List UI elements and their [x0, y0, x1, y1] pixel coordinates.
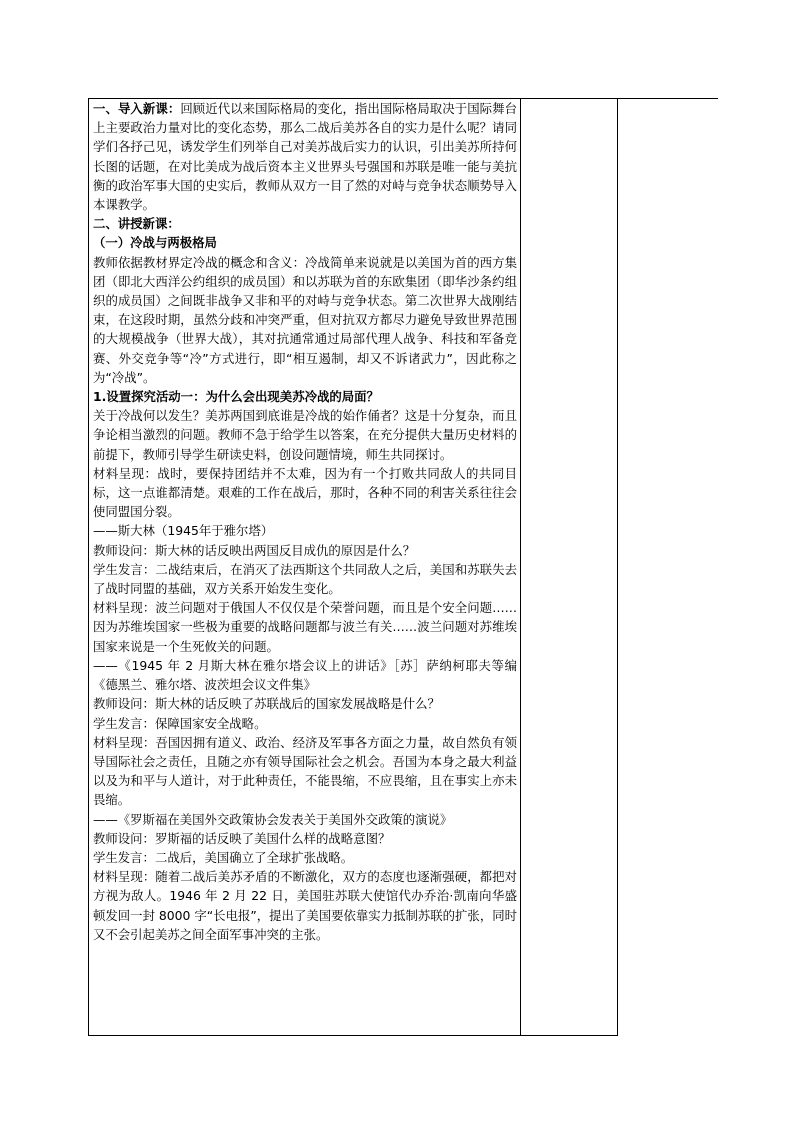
- lesson-content-cell: [93, 99, 517, 944]
- paragraph: [93, 214, 517, 233]
- paragraph: [93, 829, 517, 848]
- citation: ——《1945 年 2 月斯大林在雅尔塔会议上的讲话》［苏］萨纳柯耶夫等编《德黑兰、雅尔塔、波茨坦会议文件集》: [93, 657, 517, 693]
- paragraph-text: 教师依据教材界定冷战的概念和含义：冷战简单来说就是以美国为首的西方集团（即北大西洋公约组织的成员国）和以苏联为首的东欧集团（即华沙条约组织的成员国）之间既非战争又非和平的对峙与竞争状态。第二次世界大战刚结束，在这段时期，虽然分歧和冲突严重，但对抗双方都尽力避免导致世界范围的大规模战争（世界大战），其对抗通常通过局部代理人战争、科技和军备竞赛、外交竞争等“冷”方式进行，即“相互遏制，却又不诉诸武力”，因此称之为“冷战”。: [93, 254, 517, 385]
- paragraph: [93, 694, 517, 713]
- paragraph: [93, 848, 517, 867]
- paragraph-text: 材料呈现：战时，要保持团结并不太难，因为有一个打败共同敌人的共同目标，这一点谁都清楚。艰难的工作在战后，那时，各种不同的利害关系往往会使同盟国分裂。: [93, 465, 517, 520]
- citation: ——斯大林（1945年于雅尔塔）: [93, 523, 274, 539]
- paragraph: [93, 867, 517, 944]
- teacher-question: 教师设问：斯大林的话反映了苏联战后的国家发展战略是什么？: [93, 696, 440, 712]
- paragraph: [93, 521, 517, 540]
- subsection-heading: （一）冷战与两极格局: [93, 235, 217, 251]
- paragraph-text: 材料呈现：随着二战后美苏矛盾的不断激化，双方的态度也逐渐强硬，都把对方视为敌人。1946 年 2 月 22 日，美国驻苏联大使馆代办乔治·凯南向华盛顿发回一封 8000 字“长电报”，提出了美国要依靠实力抵制苏联的扩张，同时又不会引起美苏之间全面军事冲突的主张。: [93, 869, 517, 942]
- student-answer: 学生发言：二战后，美国确立了全球扩张战略。: [93, 849, 354, 865]
- empty-cell-3: [618, 99, 718, 1035]
- paragraph: [93, 810, 517, 829]
- paragraph: [93, 541, 517, 560]
- student-answer: 学生发言：保障国家安全战略。: [93, 715, 267, 731]
- activity-heading: 1.设置探究活动一：为什么会出现美苏冷战的局面？: [93, 389, 379, 405]
- paragraph-text: 关于冷战何以发生？美苏两国到底谁是冷战的始作俑者？这是十分复杂，而且争论相当激烈的问题。教师不急于给学生以答案，在充分提供大量历史材料的前提下，教师引导学生研读史料，创设问题情境，师生共同探讨。: [93, 408, 517, 462]
- paragraph: [93, 233, 517, 252]
- paragraph: [93, 560, 517, 598]
- paragraph: [93, 464, 517, 522]
- section-heading: 二、讲授新课：: [93, 216, 180, 232]
- teacher-question: 教师设问：罗斯福的话反映了美国什么样的战略意图？: [93, 830, 391, 846]
- paragraph-text: 回顾近代以来国际格局的变化，指出国际格局取决于国际舞台上主要政治力量对比的变化态势，那么二战后美苏各自的实力是什么呢？请同学们各抒己见，诱发学生们列举自己对美苏战后实力的认识，引出美苏所持何长图的话题，在对比美成为战后资本主义世界头号强国和苏联是唯一能与美抗衡的政治军事大国的史实后，教师从双方一目了然的对峙与竞争状态顺势导入本课教学。: [93, 101, 518, 213]
- teacher-question: 教师设问：斯大林的话反映出两国反目成仇的原因是什么？: [93, 542, 416, 558]
- paragraph-text: 材料呈现：吾国因拥有道义、政治、经济及军事各方面之力量，故自然负有领导国际社会之责任，且随之亦有领导国际社会之机会。吾国为本身之最大利益以及为和平与人道计，对于此种责任，不能畏缩，不应畏缩，且在事实上亦未畏缩。: [93, 734, 517, 808]
- student-answer: 学生发言：二战结束后，在消灭了法西斯这个共同敌人之后，美国和苏联失去了战时同盟的基础，双方关系开始发生变化。: [93, 561, 517, 597]
- citation: ——《罗斯福在美国外交政策协会发表关于美国外交政策的演说》: [93, 811, 453, 827]
- paragraph: [93, 99, 517, 214]
- paragraph: [93, 387, 517, 406]
- empty-cell-2: [521, 99, 617, 1035]
- paragraph: [93, 598, 517, 656]
- paragraph: [93, 714, 517, 733]
- paragraph: [93, 406, 517, 464]
- table-left-border: [88, 98, 89, 1036]
- paragraph: [93, 733, 517, 810]
- paragraph-text: 材料呈现：波兰问题对于俄国人不仅仅是个荣誉问题，而且是个安全问题……因为苏维埃国家一些极为重要的战略问题都与波兰有关……波兰问题对苏维埃国家来说是一个生死攸关的问题。: [93, 600, 517, 654]
- paragraph: [93, 253, 517, 387]
- paragraph: [93, 656, 517, 694]
- section-heading: 一、导入新课：: [93, 101, 181, 116]
- table-bottom-border: [88, 1035, 618, 1036]
